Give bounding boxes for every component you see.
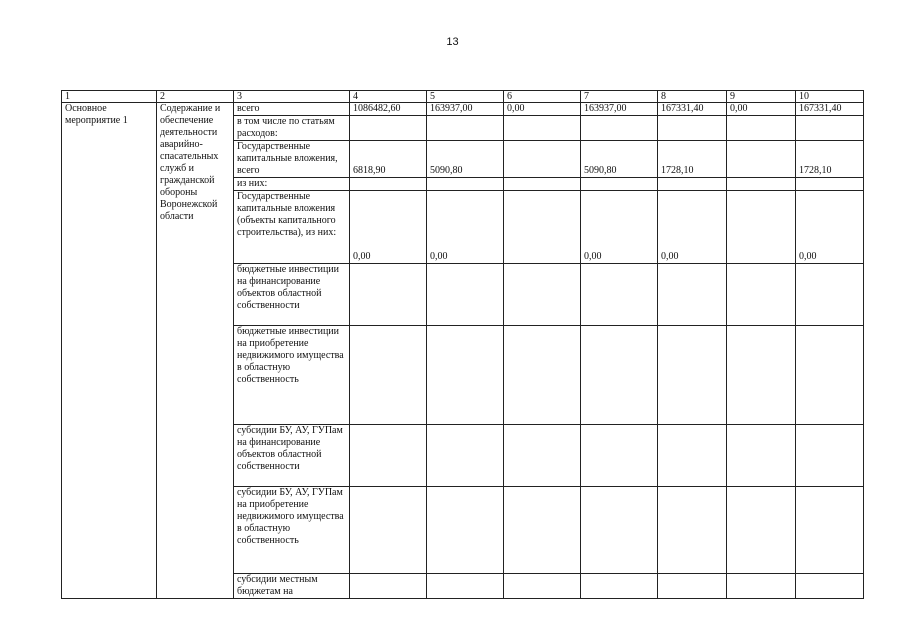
header-cell: 8 (658, 91, 727, 103)
value-cell (658, 178, 727, 191)
value-cell: 167331,40 (796, 103, 864, 116)
row-label: всего (234, 103, 350, 116)
value-cell (658, 574, 727, 599)
header-cell: 3 (234, 91, 350, 103)
value-cell (727, 178, 796, 191)
value-cell (727, 425, 796, 487)
header-cell: 2 (157, 91, 234, 103)
value-cell (427, 326, 504, 425)
value-cell (658, 264, 727, 326)
value-cell (727, 487, 796, 574)
header-cell: 7 (581, 91, 658, 103)
row-label: бюджетные инвестиции на приобретение недвижимого имущества в областную собственность (234, 326, 350, 425)
value-cell (504, 141, 581, 178)
value-cell: 163937,00 (581, 103, 658, 116)
value-cell: 1728,10 (658, 141, 727, 178)
value-cell: 1728,10 (796, 141, 864, 178)
value-cell: 0,00 (796, 191, 864, 264)
value-cell (504, 116, 581, 141)
value-cell (427, 178, 504, 191)
value-cell: 0,00 (427, 191, 504, 264)
value-cell (796, 178, 864, 191)
value-cell: 5090,80 (427, 141, 504, 178)
value-cell (581, 487, 658, 574)
row-label: субсидии БУ, АУ, ГУПам на приобретение недвижимого имущества в областную собственность (234, 487, 350, 574)
value-cell (796, 574, 864, 599)
value-cell (658, 116, 727, 141)
value-cell (427, 425, 504, 487)
row-label: субсидии местным бюджетам на (234, 574, 350, 599)
value-cell (581, 178, 658, 191)
value-cell (796, 264, 864, 326)
row-label: из них: (234, 178, 350, 191)
value-cell (581, 264, 658, 326)
value-cell (727, 326, 796, 425)
value-cell (427, 116, 504, 141)
value-cell: 167331,40 (658, 103, 727, 116)
value-cell (350, 574, 427, 599)
row-label: Государственные капитальные вложения, всего (234, 141, 350, 178)
row-label: субсидии БУ, АУ, ГУПам на финансирование объектов областной собственности (234, 425, 350, 487)
value-cell (581, 116, 658, 141)
value-cell (727, 191, 796, 264)
table-header-row (62, 91, 864, 103)
row-label: Государственные капитальные вложения (объекты капитального строительства), из них: (234, 191, 350, 264)
value-cell (581, 326, 658, 425)
value-cell: 0,00 (727, 103, 796, 116)
value-cell (658, 326, 727, 425)
value-cell (796, 326, 864, 425)
value-cell (581, 425, 658, 487)
value-cell (504, 178, 581, 191)
value-cell: 6818,90 (350, 141, 427, 178)
description-cell: Содержание и обеспечение деятельности аварийно-спасательных служб и гражданской обороны Воронежской области (157, 103, 234, 599)
value-cell (427, 574, 504, 599)
value-cell (350, 178, 427, 191)
value-cell (796, 487, 864, 574)
value-cell (658, 425, 727, 487)
value-cell (581, 574, 658, 599)
value-cell (727, 264, 796, 326)
value-cell (504, 326, 581, 425)
header-cell: 5 (427, 91, 504, 103)
value-cell (350, 487, 427, 574)
value-cell: 5090,80 (581, 141, 658, 178)
value-cell: 163937,00 (427, 103, 504, 116)
value-cell (504, 264, 581, 326)
value-cell (350, 326, 427, 425)
page-number: 13 (446, 36, 459, 48)
row-label: бюджетные инвестиции на финансирование объектов областной собственности (234, 264, 350, 326)
value-cell: 0,00 (504, 103, 581, 116)
value-cell (504, 191, 581, 264)
value-cell (350, 116, 427, 141)
value-cell (427, 264, 504, 326)
value-cell (796, 116, 864, 141)
value-cell (727, 574, 796, 599)
budget-table (61, 90, 864, 599)
value-cell (350, 264, 427, 326)
value-cell: 0,00 (581, 191, 658, 264)
header-cell: 6 (504, 91, 581, 103)
value-cell (504, 574, 581, 599)
header-cell: 4 (350, 91, 427, 103)
measure-cell: Основное мероприятие 1 (62, 103, 157, 599)
value-cell (350, 425, 427, 487)
header-cell: 9 (727, 91, 796, 103)
row-label: в том числе по статьям расходов: (234, 116, 350, 141)
header-cell: 1 (62, 91, 157, 103)
value-cell (658, 487, 727, 574)
value-cell (504, 425, 581, 487)
table-row (62, 103, 864, 116)
value-cell: 1086482,60 (350, 103, 427, 116)
value-cell (504, 487, 581, 574)
value-cell: 0,00 (658, 191, 727, 264)
value-cell: 0,00 (350, 191, 427, 264)
value-cell (796, 425, 864, 487)
header-cell: 10 (796, 91, 864, 103)
value-cell (727, 116, 796, 141)
value-cell (427, 487, 504, 574)
value-cell (727, 141, 796, 178)
